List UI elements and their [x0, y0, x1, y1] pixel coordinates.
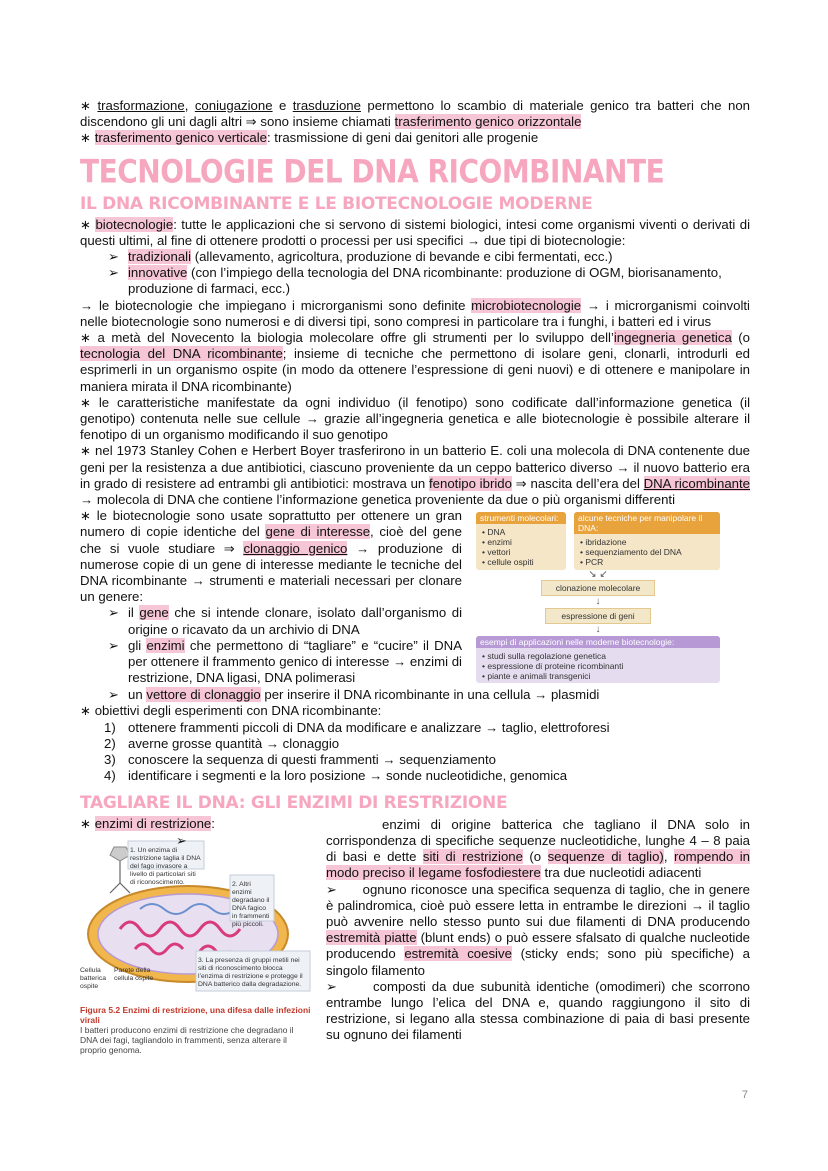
step-espressione: espressione di geni [545, 608, 651, 624]
para-siti: enzimi di origine batterica che tagliano il DNA solo in corrispondenza di specifiche sequenze nucleotidiche, lunghe 4 – 8 paia di basi e dette siti di restrizione (o sequenze di taglio), rompendo in modo preciso il legame fosfodiestere tra due nucleotidi adiacenti [326, 816, 751, 881]
list-item: 3) conoscere la sequenza di questi frammenti → sequenziamento [104, 752, 496, 768]
bullet-omodimeri: ➢ composti da due subunità identiche (omodimeri) che scorrono entrambe lungo l’elica del DNA e, quando raggiungono il sito di restrizione, si legano alla stessa combinazione di paia di basi presente su ognuno dei filamenti [326, 978, 750, 1043]
arrow-down-icon: ↘ ↙ [588, 569, 608, 581]
page-title: TECNOLOGIE DEL DNA RICOMBINANTE [80, 152, 665, 191]
list-item: 2) averne grosse quantità → clonaggio [104, 735, 340, 751]
para-fenotipo: ∗ le caratteristiche manifestate da ogni individuo (il fenotipo) sono codificate dall’informazione genetica (il genotipo) contenuta nelle sue cellule → grazie all’ingegneria genetica e alle biotecnologie è possibile alterare il fenotipo di un organismo modificando il suo genotipo [80, 394, 750, 443]
page-number: 7 [741, 1088, 748, 1101]
bullet-tradizionali: ➢ tradizionali (allevamento, agricoltura, produzione di bevande e cibi fermentati, ecc.) [108, 249, 613, 265]
para-ingegneria: ∗ a metà del Novecento la biologia molecolare offre gli strumenti per lo sviluppo dell’ingegneria genetica (o tecnologia del DNA ricombinante; insieme di tecniche che permettono di isolare geni, clonarli, introdurli ed esprimerli in un organismo ospite (in modo da ottenere l’espressione di geni nuovi) e di ottenere e manipolare in maniera mirata il DNA ricombinante) [80, 330, 751, 394]
page-body: ∗ trasformazione, coniugazione e trasduzione permettono lo scambio di materiale genico tra batteri che non discendono gli uni dagli altri ⇒ sono insieme chiamati trasferimento genico orizzontale ∗ trasferimento genico verticale: trasmissione di geni dai genitori alle progenie TECNOLOGIE DEL DNA RICOMBINANTE IL DNA RICOMBINANTE E LE BIOTECNOLOGIE MODERNE ∗ biotecnologie: tutte le applicazioni che si servono di sistemi biologici, intesi come organismi viventi o derivati di questi ultimi, al fine di ottenere prodotti o processi per usi specifici → due tipi di biotecnologie: ➢ tradizionali (allevamento, agricoltura, produzione di bevande e cibi fermentati, ecc.) ➢ innovative (con l’impiego della tecnologia del DNA ricombinante: produzione di OGM, biorisanamento, produzione di farmaci, ecc.) → le biotecnologie che impiegano i microrganismi sono definite microbiotecnologie → i microrganismi coinvolti nelle biotecnologie sono numerosi e di diversi tipi, sono compresi in particolare tra i funghi, i batteri ed i virus ∗ a metà del Novecento la biologia molecolare offre gli strumenti per lo sviluppo dell’ingegneria genetica (o tecnologia del DNA ricombinante; insieme di tecniche che permettono di isolare geni, clonarli, introdurli ed esprimerli in un organismo ospite (in modo da ottenere l’espressione di geni nuovi) e di ottenere e manipolare in maniera mirata il DNA ricombinante) ∗ le caratteristiche manifestate da ogni individuo (il fenotipo) sono codificate dall’informazione genetica (il genotipo) contenuta nelle sue cellule → grazie all’ingegneria genetica e alle biotecnologie è possibile alterare il fenotipo di un organismo modificando il suo genotipo ∗ nel 1973 Stanley Cohen e Herbert Boyer trasferirono in un batterio E. coli una molecola di DNA contenente due geni per la resistenza a due antibiotici, ciascuno proveniente da un ceppo batterico diverso → il nuovo batterio era in grado di resistere ad entrambi gli antibiotici: mostrava un fenotipo ibrido ⇒ nascita dell’era del DNA ricombinante → molecola di DNA che contiene l’informazione genetica proveniente da due o più organismi differenti strumenti molecolari: • DNA • enzimi • vettori • cellule ospiti alcune tecniche per manipolare il DNA: • ibridazione • sequenziamento del DNA • PCR ↘ ↙ clonazione molecolare ↓ espressione di geni ↓ esempi di applicazioni nelle moderne biotecnologie: • studi sulla regolazione genetica • espressione di proteine ricombinanti • piante e animali transgenici ∗ le biotecnologie sono usate soprattutto per ottenere un gran numero di copie identiche del gene di interesse, cioè del gene che si vuole studiare ⇒ clonaggio genico → produzione di numerose copie di un gene di interesse mediante le tecniche del DNA ricombinante → strumenti e materiali necessari per clonare un genere: ➢ il gene che si intende clonare, isolato dall’organismo di origine o ricavato da un archivio di DNA ➢ gli enzimi che permettono di “tagliare” e “cucire” il DNA per ottenere il frammento genico di interesse → enzimi di restrizione, DNA ligasi, DNA polimerasi ➢ un vettore di clonaggio per inserire il DNA ricombinante in una cellula → plasmidi ∗ obiettivi degli esperimenti con DNA ricombinante: 1) ottenere frammenti piccoli di DNA da modificare e analizzare → taglio, elettroforesi 2) averne grosse quantità → clonaggio 3) conoscere la sequenza di questi frammenti → sequenziamento 4) identificare i segmenti e la loro posizione → sonde nucleotidiche, genomica TAGLIARE IL DNA: GLI ENZIMI DI RESTRIZIONE ∗ enzimi di restrizione: ➢ 1. Un enzima di restrizione taglia il DNA del fago invasore a livello di particolari siti di riconoscimento. 2. Altri enzimi degradano il DNA fagico in frammenti più piccoli. 3. La presenza di gruppi metili nei siti di riconoscimento blocca l’enzima di restrizione e protegge il DNA batterico dalla degradazione. Cellula batterica ospite Parete della cellula ospite Figura 5.2 Enzimi di restrizione, una difesa dalle infezioni virali I batteri producono enzimi di restrizione che degradano il DNA dei fagi, tagliandolo in frammenti, senza alterare il proprio genoma. enzimi di origine batterica che tagliano il DNA solo in corrispondenza di specifiche sequenze nucleotidiche, lunghe 4 – 8 paia di basi e dette siti di restrizione (o sequenze di taglio), rompendo in modo preciso il legame fosfodiestere tra due nucleotidi adiacenti ➢ ognuno riconosce una specifica sequenza di taglio, che in genere è palindromica, cioè può essere letta in entrambe le direzioni → il taglio può avvenire nello stesso punto sui due filamenti di DNA producendo estremità piatte (blunt ends) o può essere sfalsato di qualche nucleotide producendo estremità coesive (sticky ends; sono più specifiche) a singolo filamento ➢ composti da due subunità identiche (omodimeri) che scorrono entrambe lungo l’elica del DNA e, quando raggiungono il sito di restrizione, si legano alla stessa combinazione di paia di basi presente su ognuno dei filamenti [80, 98, 751, 1055]
figure-note-2: 2. Altri enzimi degradano il DNA fagico in frammenti più piccoli. [232, 880, 270, 928]
bullet-palindromica: ➢ ognuno riconosce una specifica sequenza di taglio, che in genere è palindromica, cioè può essere letta in entrambe le direzioni → il taglio può avvenire nello stesso punto sui due filamenti di DNA producendo estremità piatte (blunt ends) o può essere sfalsato di qualche nucleotide producendo estremità coesive (sticky ends; sono più specifiche) a singolo filamento [326, 881, 751, 978]
figure-caption: Figura 5.2 Enzimi di restrizione, una difesa dalle infezioni virali I batteri producono enzimi di restrizione che degradano il DNA dei fagi, tagliandolo in frammenti, senza alterare il proprio genoma. [80, 1004, 311, 1055]
para-clonaggio: ∗ le biotecnologie sono usate soprattutto per ottenere un gran numero di copie identiche del gene di interesse, cioè del gene che si vuole studiare ⇒ clonaggio genico → produzione di numerose copie di un gene di interesse mediante le tecniche del DNA ricombinante → strumenti e materiali necessari per clonare un genere: [80, 508, 462, 605]
figure-note-3: 3. La presenza di gruppi metili nei siti di riconoscimento blocca l’enzima di restrizione e protegge il DNA batterico dalla degradazione. [198, 956, 303, 988]
section-heading-ricombinante: IL DNA RICOMBINANTE E LE BIOTECNOLOGIE MODERNE [80, 193, 593, 214]
label-parete: Parete della cellula ospite [114, 966, 154, 982]
step-clonazione: clonazione molecolare [541, 580, 655, 596]
applications-box: esempi di applicazioni nelle moderne biotecnologie: • studi sulla regolazione genetica • espressione di proteine ricombinanti • piante e animali transgenici [476, 636, 720, 683]
para-cohen-boyer: ∗ nel 1973 Stanley Cohen e Herbert Boyer trasferirono in un batterio E. coli una molecola di DNA contenente due geni per la resistenza a due antibiotici, ciascuno proveniente da un ceppo batterico diverso → il nuovo batterio era in grado di resistere ad entrambi gli antibiotici: mostrava un fenotipo ibrido ⇒ nascita dell’era del DNA ricombinante → molecola di DNA che contiene l’informazione genetica proveniente da due o più organismi differenti [80, 443, 750, 508]
restriction-figure [80, 839, 312, 1055]
bullet-innovative: ➢ innovative (con l’impiego della tecnologia del DNA ricombinante: produzione di OGM, biorisanamento, produzione di farmaci, ecc.) [108, 265, 722, 297]
bullet-gene: ➢ il gene che si intende clonare, isolato dall’organismo di origine o ricavato da un archivio di DNA [108, 605, 463, 637]
list-item: 1) ottenere frammenti piccoli di DNA da modificare e analizzare → taglio, elettroforesi [104, 719, 610, 735]
intro-line-2: ∗ trasferimento genico verticale: trasmissione di geni dai genitori alle progenie [80, 130, 539, 146]
para-microbiotecnologie: → le biotecnologie che impiegano i microrganismi sono definite microbiotecnologie → i microrganismi coinvolti nelle biotecnologie sono numerosi e di diversi tipi, sono compresi in particolare tra i funghi, i batteri ed i virus [80, 297, 750, 329]
para-enzimi-restrizione: ∗ enzimi di restrizione: [80, 816, 215, 832]
para-biotecnologie: ∗ biotecnologie: tutte le applicazioni che si servono di sistemi biologici, intesi come organismi viventi o derivati di questi ultimi, al fine di ottenere prodotti o processi per usi specifici → due tipi di biotecnologie: [80, 216, 751, 248]
intro-line-1: ∗ trasformazione, coniugazione e trasduzione permettono lo scambio di materiale genico tra batteri che non discendono gli uni dagli altri ⇒ sono insieme chiamati trasferimento genico orizzontale [80, 98, 751, 130]
arrow-down-icon: ↓ [595, 624, 601, 636]
label-cellula: Cellula batterica ospite [80, 966, 107, 990]
figure-note-1: 1. Un enzima di restrizione taglia il DNA del fago invasore a livello di particolari siti di riconoscimento. [130, 846, 201, 886]
list-item: 4) identificare i segmenti e la loro posizione → sonde nucleotidiche, genomica [104, 768, 568, 784]
para-obiettivi: ∗ obiettivi degli esperimenti con DNA ricombinante: [80, 703, 382, 719]
techniques-box: alcune tecniche per manipolare il DNA: • ibridazione • sequenziamento del DNA • PCR [574, 512, 720, 570]
tools-box: strumenti molecolari: • DNA • enzimi • vettori • cellule ospiti [476, 512, 566, 570]
objectives-list [80, 720, 750, 785]
bullet-enzimi: ➢ gli enzimi che permettono di “tagliare” e “cucire” il DNA per ottenere il frammento genico di interesse → enzimi di restrizione, DNA ligasi, DNA polimerasi [108, 637, 462, 686]
arrow-down-icon: ↓ [595, 596, 601, 608]
section-heading-restrizione: TAGLIARE IL DNA: GLI ENZIMI DI RESTRIZIONE [80, 793, 508, 814]
bullet-vettore: ➢ un vettore di clonaggio per inserire il DNA ricombinante in una cellula → plasmidi [108, 687, 600, 703]
